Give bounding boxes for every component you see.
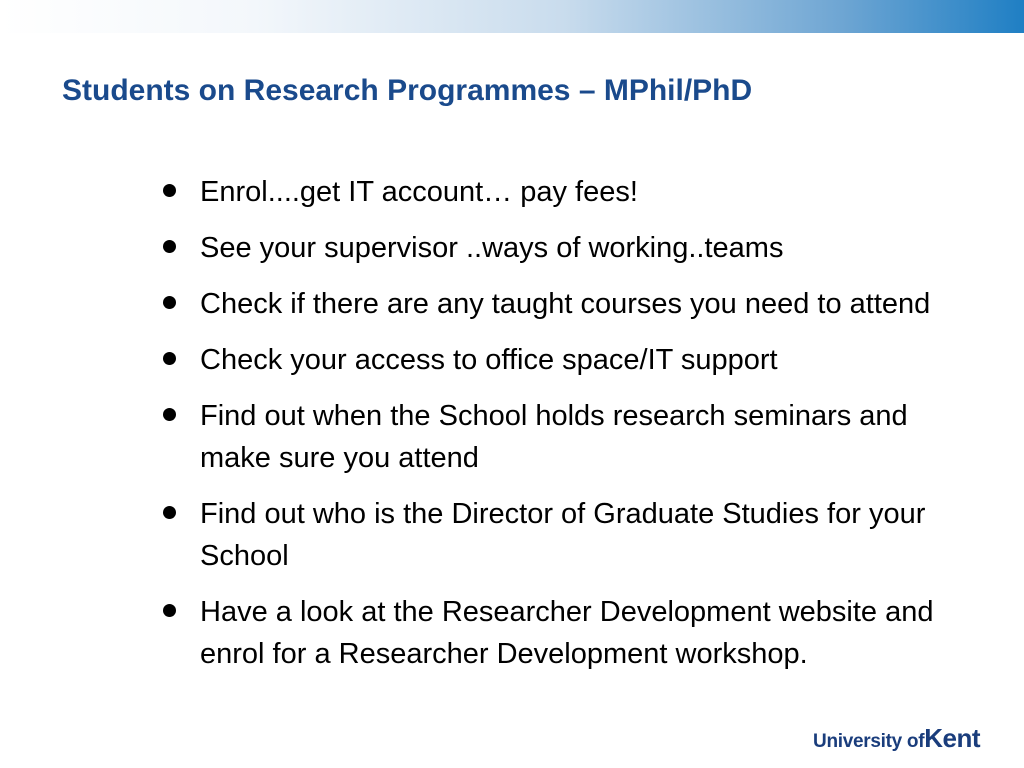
bullet-item [160,591,940,675]
bullet-dot-icon [163,408,176,421]
bullet-item [160,493,940,577]
bullet-text: Enrol....get IT account… pay fees! [200,176,638,208]
bullet-text: See your supervisor ..ways of working..teams [200,232,784,264]
bullet-dot-icon [163,184,176,197]
header-gradient-band [0,0,1024,33]
bullet-dot-icon [163,352,176,365]
bullet-text: Have a look at the Researcher Development website and enrol for a Researcher Development workshop. [200,596,934,670]
bullet-dot-icon [163,296,176,309]
bullet-text: Find out who is the Director of Graduate Studies for your School [200,498,926,572]
bullet-list [160,171,940,689]
bullet-text: Find out when the School holds research seminars and make sure you attend [200,400,908,474]
slide-title: Students on Research Programmes – MPhil/PhD [62,74,753,107]
bullet-item [160,227,940,269]
logo-name: Kent [924,723,980,753]
bullet-item [160,339,940,381]
logo-prefix: University of [813,731,925,752]
bullet-dot-icon [163,506,176,519]
bullet-item [160,283,940,325]
bullet-dot-icon [163,604,176,617]
bullet-dot-icon [163,240,176,253]
bullet-text: Check if there are any taught courses you need to attend [200,288,931,320]
bullet-text: Check your access to office space/IT support [200,344,778,376]
bullet-item [160,171,940,213]
university-of-kent-logo [813,723,980,754]
bullet-item [160,395,940,479]
